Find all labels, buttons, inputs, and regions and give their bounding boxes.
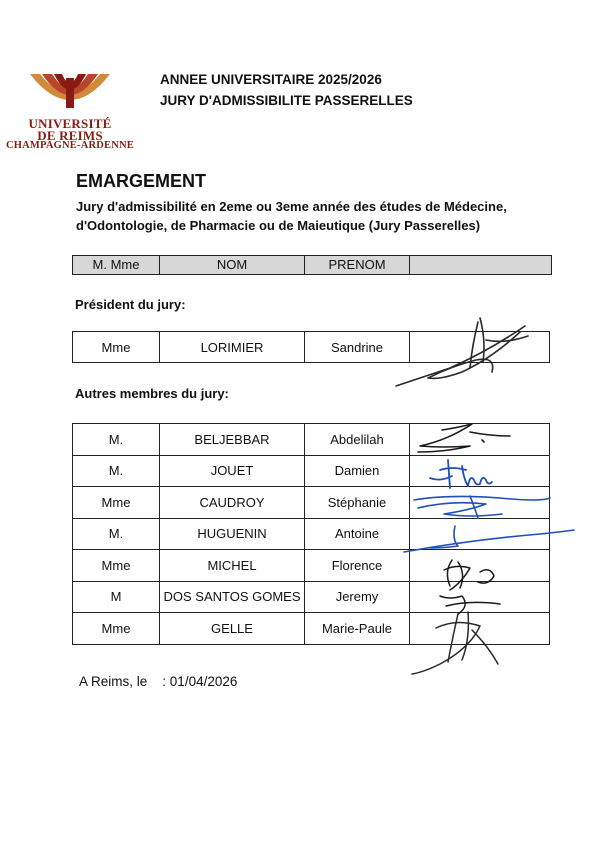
prenom-cell: Sandrine [305, 332, 410, 363]
signature-cell [410, 332, 550, 363]
civ-cell: M [73, 581, 160, 613]
column-header-signature [410, 256, 551, 274]
prenom-cell: Stéphanie [305, 487, 410, 519]
nom-cell: JOUET [160, 455, 305, 487]
logo-text-line1: UNIVERSITÉ [28, 116, 112, 131]
president-table [72, 331, 550, 363]
nom-cell: DOS SANTOS GOMES [160, 581, 305, 613]
date-text: : 01/04/2026 [162, 674, 238, 689]
prenom-cell: Florence [305, 550, 410, 582]
university-logo [5, 68, 135, 154]
nom-cell: GELLE [160, 613, 305, 645]
signature-cell [410, 455, 550, 487]
civ-cell: M. [73, 424, 160, 456]
nom-cell: HUGUENIN [160, 518, 305, 550]
table-row [73, 455, 550, 487]
civ-cell: Mme [73, 613, 160, 645]
header-jury: JURY D'ADMISSIBILITE PASSERELLES [160, 93, 413, 108]
column-header-nom: NOM [160, 256, 305, 274]
subtitle-line2: d'Odontologie, de Pharmacie ou de Maieutique (Jury Passerelles) [76, 218, 481, 233]
page-title: EMARGEMENT [76, 171, 206, 191]
table-row [73, 550, 550, 582]
table-row [73, 518, 550, 550]
place-text: A Reims, le [79, 674, 148, 689]
civ-cell: Mme [73, 332, 160, 363]
members-table [72, 423, 550, 645]
signature-cell [410, 518, 550, 550]
signature-cell [410, 613, 550, 645]
signature-cell [410, 424, 550, 456]
signature-cell [410, 581, 550, 613]
prenom-cell: Abdelilah [305, 424, 410, 456]
nom-cell: BELJEBBAR [160, 424, 305, 456]
column-header-civ: M. Mme [73, 256, 160, 274]
table-row [73, 613, 550, 645]
date-line [79, 674, 237, 689]
members-label: Autres membres du jury: [75, 386, 229, 401]
header-year: ANNEE UNIVERSITAIRE 2025/2026 [160, 72, 382, 87]
president-label: Président du jury: [75, 297, 186, 312]
prenom-cell: Marie-Paule [305, 613, 410, 645]
civ-cell: Mme [73, 487, 160, 519]
prenom-cell: Antoine [305, 518, 410, 550]
column-header-row [72, 255, 552, 275]
table-row [73, 424, 550, 456]
civ-cell: Mme [73, 550, 160, 582]
prenom-cell: Jeremy [305, 581, 410, 613]
column-header-prenom: PRENOM [305, 256, 410, 274]
nom-cell: LORIMIER [160, 332, 305, 363]
nom-cell: MICHEL [160, 550, 305, 582]
logo-text-line3: CHAMPAGNE-ARDENNE [5, 140, 135, 151]
prenom-cell: Damien [305, 455, 410, 487]
signature-cell [410, 487, 550, 519]
nom-cell: CAUDROY [160, 487, 305, 519]
subtitle-line1: Jury d'admissibilité en 2eme ou 3eme année des études de Médecine, [76, 199, 507, 214]
logo-emblem-icon [28, 68, 112, 112]
table-row [73, 487, 550, 519]
logo-text-line2: DE REIMS [37, 128, 103, 143]
table-row [73, 581, 550, 613]
signature-cell [410, 550, 550, 582]
table-row [73, 332, 550, 363]
civ-cell: M. [73, 455, 160, 487]
civ-cell: M. [73, 518, 160, 550]
